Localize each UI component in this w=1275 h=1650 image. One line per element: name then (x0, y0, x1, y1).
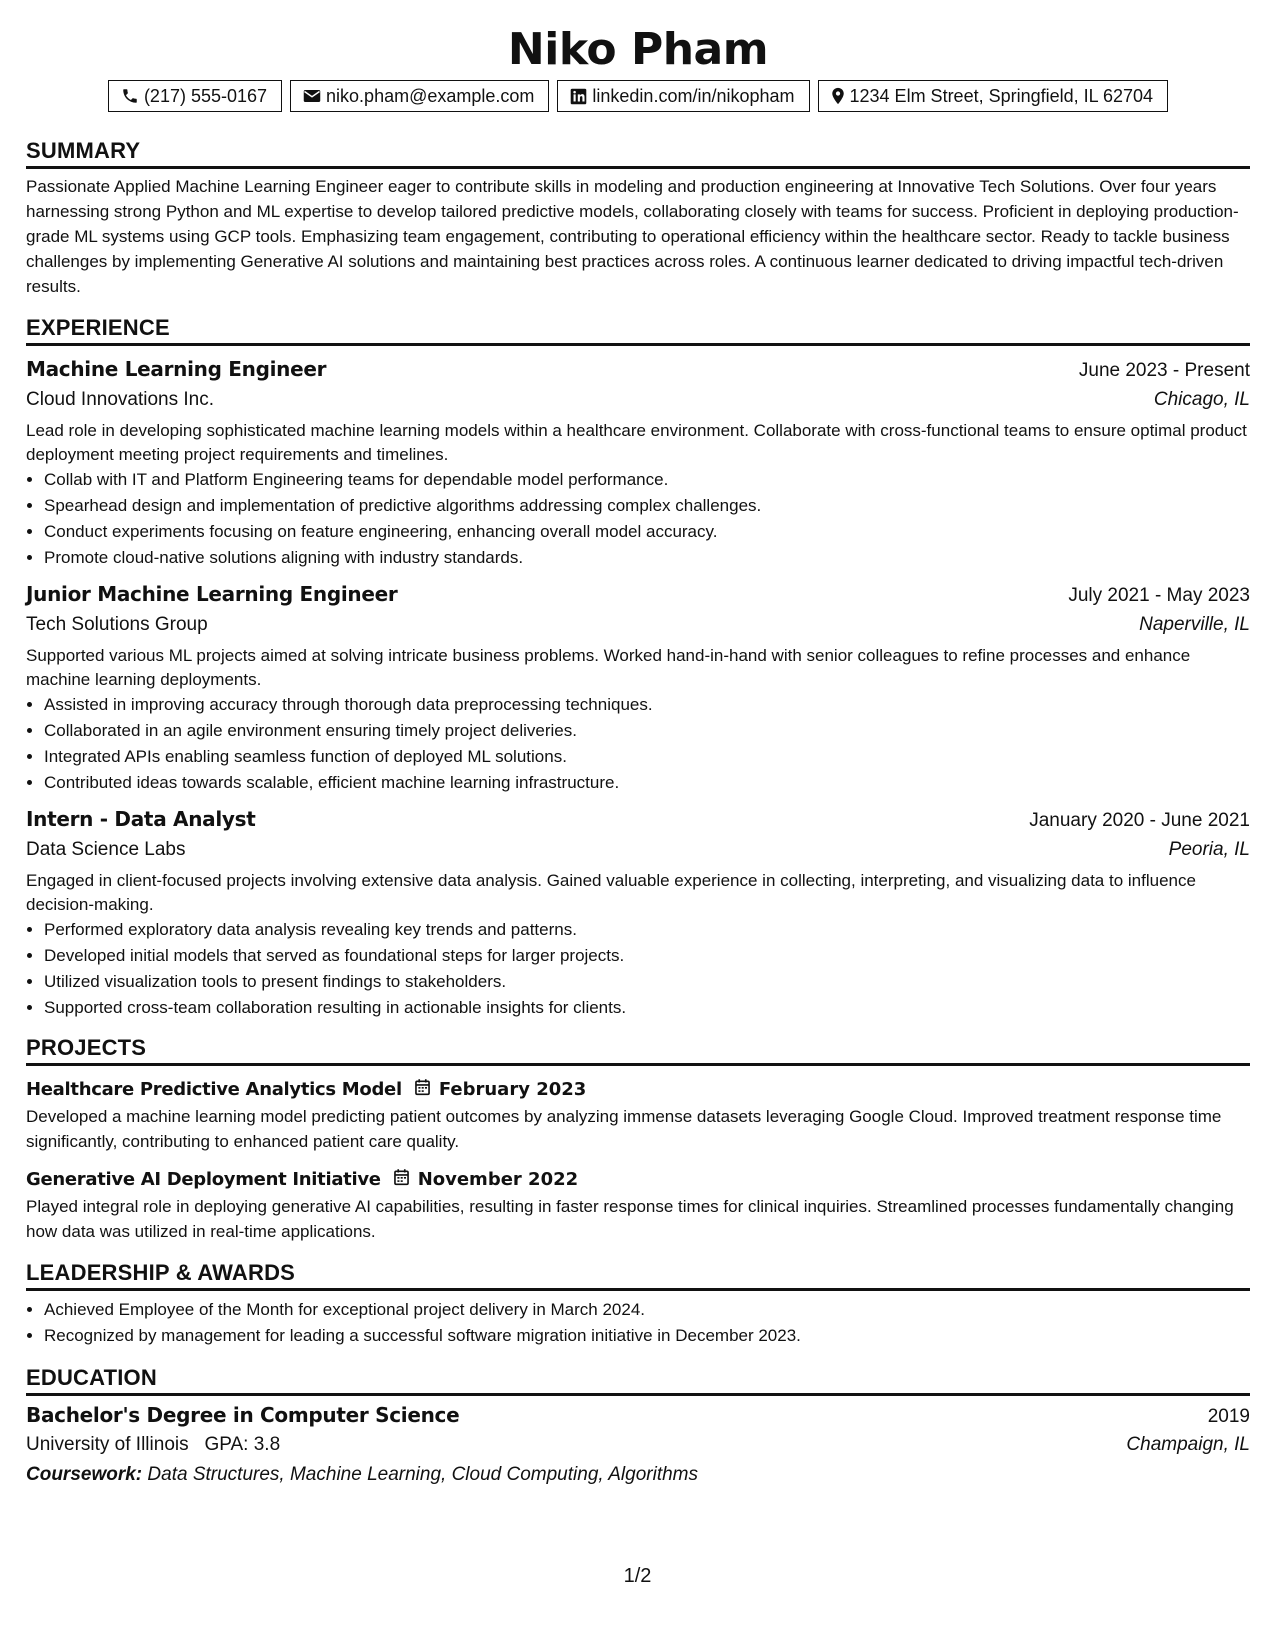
award-item: • Recognized by management for leading a successful software migration initiative in December 2023. (44, 1323, 1250, 1349)
summary-text: Passionate Applied Machine Learning Engineer eager to contribute skills in modeling and production engineering at Innovative Tech Solutions. Over four years harnessing strong Python and ML expertise to develop tailored predictive models, collaborating closely with teams for success. Proficient in deploying production-grade ML systems using GCP tools. Emphasizing team engagement, contributing to operational efficiency within the healthcare sector. Ready to tackle business challenges by implementing Generative AI solutions and maintaining best practices across roles. A continuous learner dedicated to driving impactful tech-driven results. (26, 177, 1239, 296)
education-heading: EDUCATION (26, 1361, 1250, 1396)
summary-section (26, 134, 1250, 299)
resume-page (26, 0, 1250, 1490)
linkedin-icon (570, 88, 587, 105)
coursework (26, 1460, 1250, 1490)
education-section (26, 1361, 1250, 1490)
job-bullet: • Developed initial models that served as foundational steps for larger projects. (44, 943, 1250, 969)
leadership-heading: LEADERSHIP & AWARDS (26, 1256, 1250, 1291)
job-company: Tech Solutions Group (26, 614, 208, 635)
job-company: Data Science Labs (26, 839, 186, 860)
projects-heading: PROJECTS (26, 1031, 1250, 1066)
phone-text: (217) 555-0167 (143, 85, 268, 106)
graduation-year: 2019 (1207, 1406, 1250, 1427)
contact-phone[interactable] (108, 80, 282, 112)
job-bullets (26, 692, 1250, 796)
job-bullet: • Collab with IT and Platform Engineering teams for dependable model performance. (44, 467, 1250, 493)
job-bullet: • Contributed ideas towards scalable, efficient machine learning infrastructure. (44, 770, 1250, 796)
project-date (414, 1078, 586, 1101)
coursework-label: Coursework: (26, 1464, 143, 1485)
candidate-name: Niko Pham (507, 24, 769, 75)
contact-bar (26, 80, 1250, 112)
award-item: • Achieved Employee of the Month for exceptional project delivery in March 2024. (44, 1297, 1250, 1323)
address-text: 1234 Elm Street, Springfield, IL 62704 (849, 85, 1154, 106)
job-entry (26, 579, 1250, 796)
gpa: GPA: 3.8 (204, 1434, 281, 1455)
envelope-icon (303, 88, 321, 104)
job-company: Cloud Innovations Inc. (26, 389, 215, 410)
job-entry (26, 804, 1250, 1021)
job-bullet: • Promote cloud-native solutions aligning with industry standards. (44, 545, 1250, 571)
contact-address (818, 80, 1169, 112)
experience-heading: EXPERIENCE (26, 311, 1250, 346)
school-name: University of Illinois (26, 1434, 189, 1455)
job-bullet: • Conduct experiments focusing on feature engineering, enhancing overall model accuracy. (44, 519, 1250, 545)
degree-title: Bachelor's Degree in Computer Science (26, 1403, 460, 1427)
project-title: Healthcare Predictive Analytics Model (26, 1078, 402, 1100)
project-entry (26, 1074, 1250, 1154)
job-bullet: • Supported cross-team collaboration resulting in actionable insights for clients. (44, 995, 1250, 1021)
school-location: Champaign, IL (1126, 1434, 1250, 1455)
job-bullet: • Collaborated in an agile environment ensuring timely project deliveries. (44, 718, 1250, 744)
calendar-icon (414, 1078, 431, 1101)
job-dates: July 2021 - May 2023 (1068, 585, 1250, 606)
contact-email[interactable] (290, 80, 549, 112)
job-title: Intern - Data Analyst (26, 807, 256, 831)
job-bullet: • Integrated APIs enabling seamless function of deployed ML solutions. (44, 744, 1250, 770)
job-dates: January 2020 - June 2021 (1029, 810, 1250, 831)
leadership-section (26, 1256, 1250, 1349)
project-title: Generative AI Deployment Initiative (26, 1168, 381, 1190)
email-text: niko.pham@example.com (326, 85, 535, 106)
job-entry (26, 354, 1250, 571)
contact-linkedin[interactable] (557, 80, 809, 112)
coursework-list: Data Structures, Machine Learning, Cloud Computing, Algorithms (147, 1464, 698, 1485)
linkedin-text: linkedin.com/in/nikopham (592, 85, 795, 106)
job-bullet: • Assisted in improving accuracy through thorough data preprocessing techniques. (44, 692, 1250, 718)
experience-section (26, 311, 1250, 1021)
job-location: Peoria, IL (1168, 839, 1250, 860)
job-dates: June 2023 - Present (1078, 360, 1250, 381)
project-description: Played integral role in deploying generative AI capabilities, resulting in faster response times for clinical inquiries. Streamlined processes fundamentally changing how data was utilized in real-time applications. (26, 1197, 1234, 1241)
summary-heading: SUMMARY (26, 134, 1250, 169)
map-pin-icon (831, 87, 845, 105)
project-date-text: February 2023 (438, 1078, 587, 1100)
project-entry (26, 1164, 1250, 1244)
job-description: Engaged in client-focused projects involving extensive data analysis. Gained valuable experience in collecting, interpreting, and visualizing data to influence decision-making. (26, 871, 1196, 914)
job-description: Supported various ML projects aimed at solving intricate business problems. Worked hand-in-hand with senior colleagues to refine processes and enhance machine learning deployments. (26, 646, 1191, 689)
job-description: Lead role in developing sophisticated machine learning models within a healthcare environment. Collaborate with cross-functional teams to ensure optimal product deployment meeting project requirements and timelines. (26, 421, 1247, 464)
school-info (26, 1430, 280, 1460)
project-date-text: November 2022 (417, 1168, 579, 1190)
award-list (26, 1297, 1250, 1349)
job-bullets (26, 917, 1250, 1021)
job-title: Junior Machine Learning Engineer (26, 582, 398, 606)
job-bullet: • Performed exploratory data analysis revealing key trends and patterns. (44, 917, 1250, 943)
job-bullet: • Spearhead design and implementation of predictive algorithms addressing complex challenges. (44, 493, 1250, 519)
project-description: Developed a machine learning model predicting patient outcomes by analyzing immense datasets leveraging Google Cloud. Improved treatment response time significantly, contributing to enhanced patient care quality. (26, 1107, 1222, 1151)
job-bullet: • Utilized visualization tools to present findings to stakeholders. (44, 969, 1250, 995)
job-bullets (26, 467, 1250, 571)
page-number: 1/2 (623, 1565, 652, 1587)
phone-icon (121, 87, 139, 105)
job-location: Naperville, IL (1139, 614, 1250, 635)
project-date (393, 1168, 578, 1191)
calendar-icon (393, 1168, 410, 1191)
job-location: Chicago, IL (1153, 389, 1250, 410)
projects-section (26, 1031, 1250, 1244)
job-title: Machine Learning Engineer (26, 357, 327, 381)
